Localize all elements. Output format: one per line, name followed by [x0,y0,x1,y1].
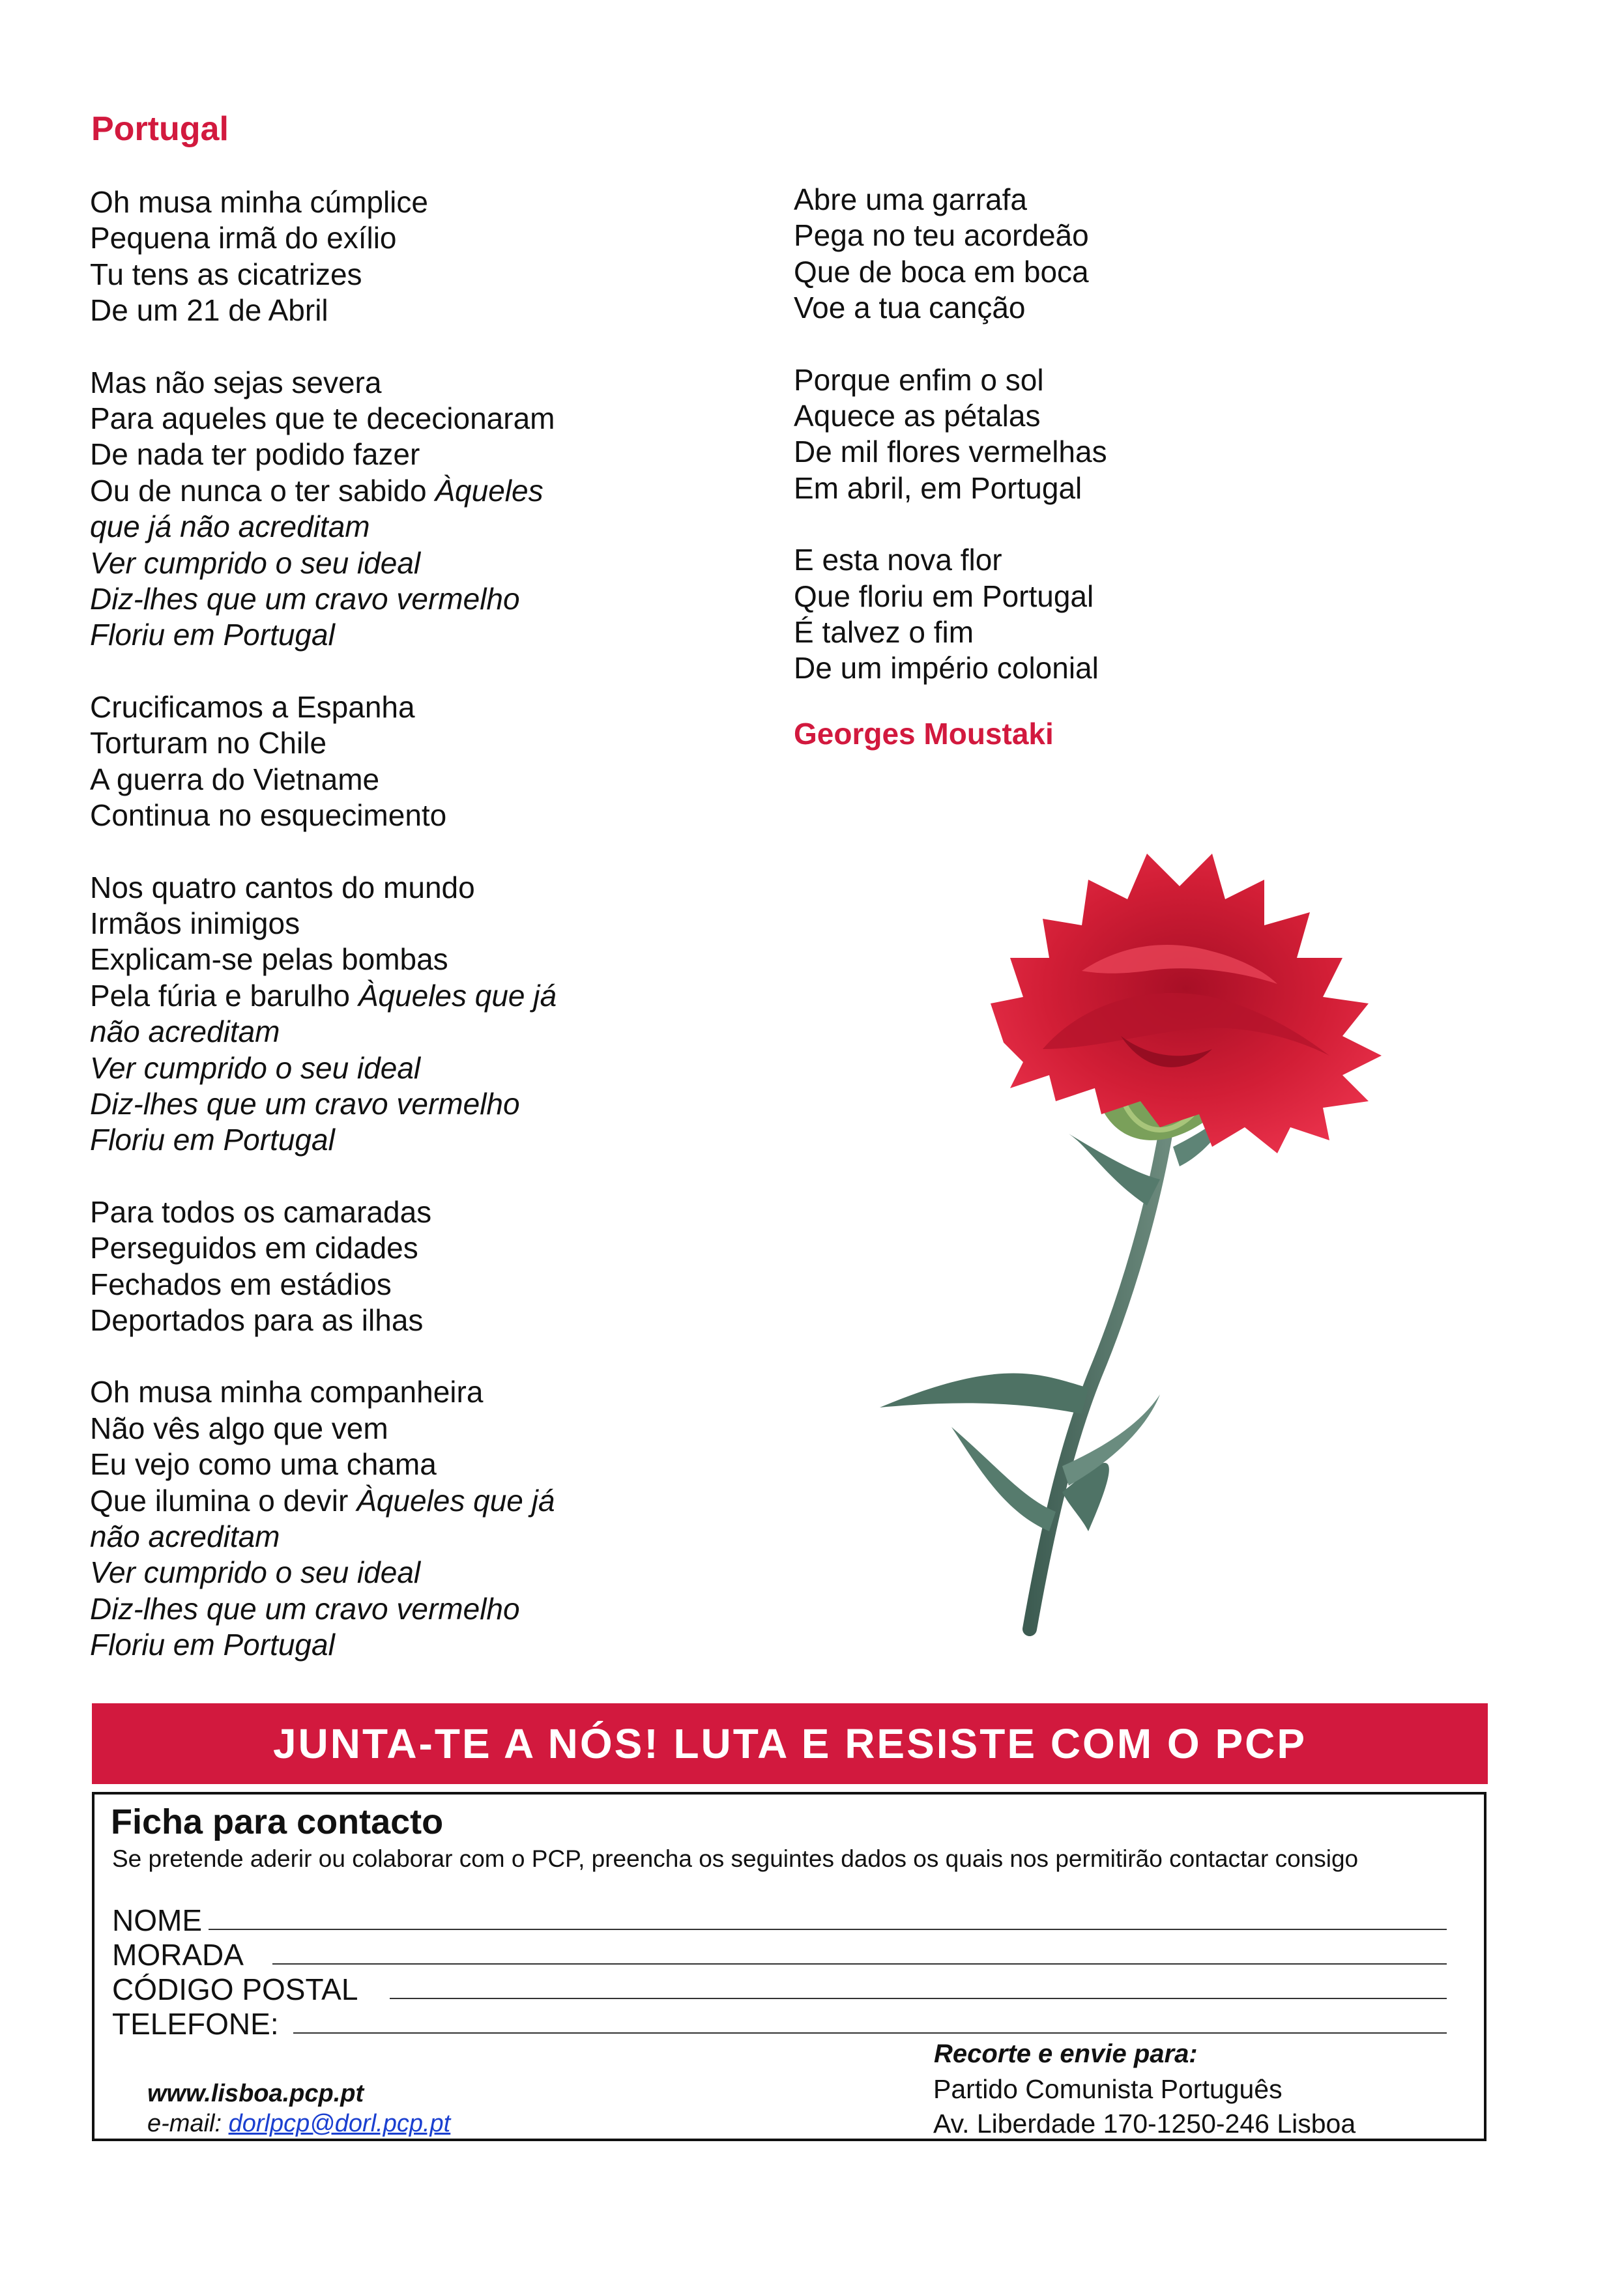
stanza-6 [90,1374,742,1663]
stanza-8 [794,362,1445,507]
stanza-9 [794,542,1445,687]
leaf-shape [1069,1134,1160,1205]
poem-line: Irmãos inimigos [90,906,300,940]
field-input-morada[interactable] [272,1963,1447,1965]
poem-line: Nos quatro cantos do mundo [90,870,475,904]
leaf-shape [951,1427,1056,1531]
poem-line-italic: Diz-lhes que um cravo vermelho [90,582,520,616]
poem-line: Fechados em estádios [90,1267,392,1301]
poem-title: Portugal [91,110,229,148]
poem-author: Georges Moustaki [794,716,1054,751]
poem-line-italic: Floriu em Portugal [90,1123,335,1157]
poem-line-italic: que já não acreditam [90,510,370,544]
poem-line: Oh musa minha cúmplice [90,185,428,219]
poem-line: Crucificamos a Espanha [90,689,415,724]
form-description: Se pretende aderir ou colaborar com o PCP, preencha os seguintes dados os quais nos permitirão contactar consigo [112,1845,1359,1872]
field-input-codigo-postal[interactable] [390,1998,1447,1999]
poem-line-italic: Ver cumprido o seu ideal [90,1050,421,1085]
poem-line-italic: Àqueles que já [358,978,557,1013]
field-input-nome[interactable] [209,1929,1447,1930]
poem-line-italic: Àqueles [435,473,544,508]
poem-column-right [794,182,1445,752]
poem-line: Que de boca em boca [794,254,1089,289]
poem-line: De um 21 de Abril [90,293,328,328]
stanza-1 [90,184,742,329]
poem-line: De um império colonial [794,651,1099,685]
poem-line: Aquece as pétalas [794,399,1041,433]
poem-line [90,978,742,1014]
poem-line: Explicam-se pelas bombas [90,942,448,977]
poem-line-italic: Ver cumprido o seu ideal [90,1555,421,1590]
poem-line: Oh musa minha companheira [90,1375,484,1409]
poem-line: É talvez o fim [794,615,974,650]
poem-line: Porque enfim o sol [794,362,1044,397]
poem-line: A guerra do Vietname [90,762,380,796]
poem-line [90,473,742,509]
poem-line-text: Ou de nunca o ter sabido [90,473,435,508]
poem-line-italic: Diz-lhes que um cravo vermelho [90,1086,520,1121]
website-link[interactable]: www.lisboa.pcp.pt [147,2080,364,2107]
poem-line-italic: não acreditam [90,1015,280,1049]
poem-line-text: Pela fúria e barulho [90,978,358,1013]
poem-line-italic: Àqueles que já [356,1483,555,1518]
field-input-telefone[interactable] [293,2032,1447,2034]
poem-line: E esta nova flor [794,543,1002,577]
stanza-4 [90,870,742,1159]
join-banner: JUNTA-TE A NÓS! LUTA E RESISTE COM O PCP [92,1703,1488,1784]
poem-line: Em abril, em Portugal [794,470,1082,505]
poem-line: Para todos os camaradas [90,1194,432,1229]
poem-line: Tu tens as cicatrizes [90,257,362,291]
poem-line-italic: Floriu em Portugal [90,618,335,652]
poem-line-italic: Ver cumprido o seu ideal [90,545,421,580]
poem-line: De nada ter podido fazer [90,437,420,472]
poem-line: De mil flores vermelhas [794,435,1107,469]
poem-line: Perseguidos em cidades [90,1231,418,1265]
stanza-5 [90,1194,742,1339]
leaf-shape [880,1374,1088,1415]
poem-line: Não vês algo que vem [90,1411,388,1445]
poem-line: Eu vejo como uma chama [90,1447,437,1482]
email-link[interactable]: dorlpcp@dorl.pcp.pt [228,2110,451,2137]
send-recipient-address: Av. Liberdade 170-1250-246 Lisboa [933,2109,1356,2139]
poem-line [90,1483,742,1519]
poem-line: Que floriu em Portugal [794,579,1094,613]
poem-line: Torturam no Chile [90,726,327,760]
field-label-nome: NOME [112,1903,202,1937]
poem-line: Voe a tua canção [794,291,1026,325]
field-label-codigo-postal: CÓDIGO POSTAL [112,1972,358,2006]
poem-line: Para aqueles que te dececionaram [90,401,555,436]
poem-line: Mas não sejas severa [90,365,382,399]
poem-line: Abre uma garrafa [794,182,1027,216]
poem-line: Pequena irmã do exílio [90,221,397,255]
poem-column-left [90,184,742,1699]
form-title: Ficha para contacto [111,1802,444,1841]
poem-line-text: Que ilumina o devir [90,1483,357,1518]
poem-line: Pega no teu acordeão [794,218,1089,253]
poem-line: Continua no esquecimento [90,798,447,833]
send-recipient-name: Partido Comunista Português [933,2074,1283,2104]
field-label-telefone: TELEFONE: [112,2007,279,2041]
poem-line-italic: Floriu em Portugal [90,1628,335,1662]
poem-line-italic: não acreditam [90,1520,280,1553]
stanza-7 [794,182,1445,326]
email-line [147,2110,450,2138]
email-label: e-mail: [147,2110,229,2137]
poem-line-italic: Diz-lhes que um cravo vermelho [90,1591,520,1626]
send-instructions-title: Recorte e envie para: [934,2040,1198,2068]
field-label-morada: MORADA [112,1938,244,1972]
stanza-2 [90,365,742,654]
carnation-illustration [873,841,1408,1642]
poem-line: Deportados para as ilhas [90,1303,424,1337]
stanza-3 [90,689,742,834]
